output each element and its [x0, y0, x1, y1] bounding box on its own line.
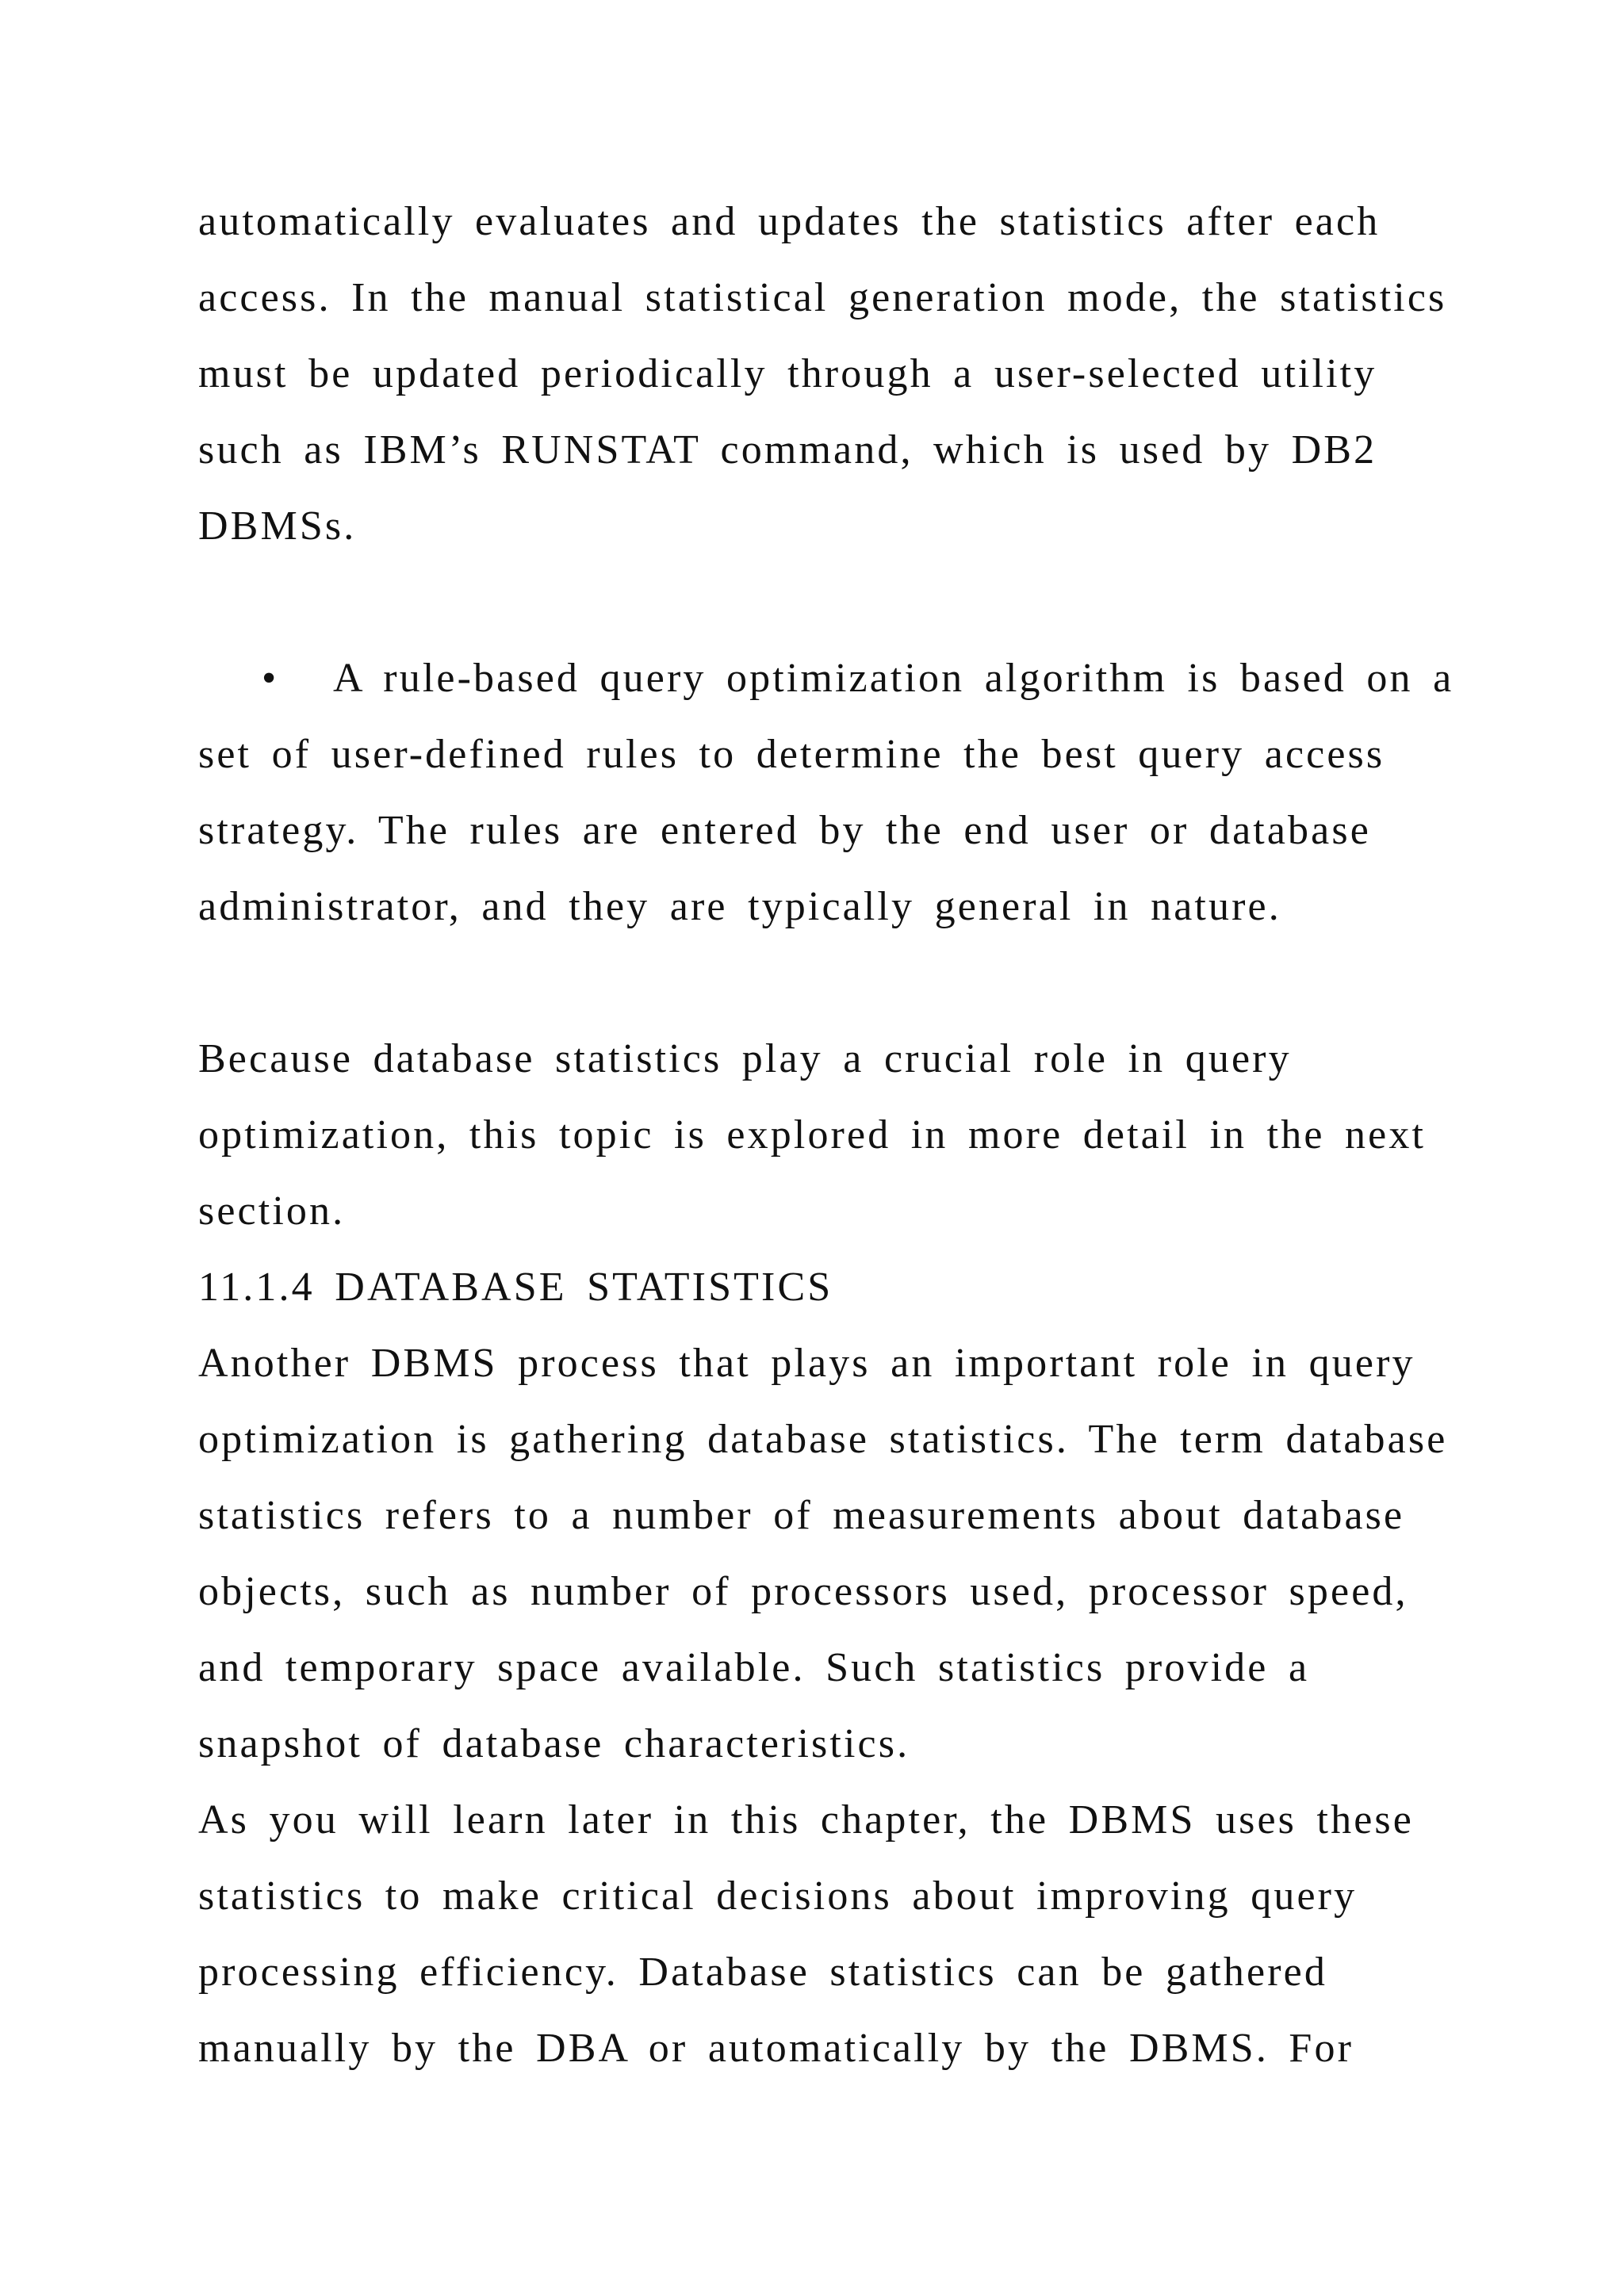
text-line: As you will learn later in this chapter, the DBMS uses these — [198, 1797, 1414, 1843]
section-heading: 11.1.4 DATABASE STATISTICS — [198, 1265, 833, 1310]
text-line: Because database statistics play a crucial role in query — [198, 1036, 1292, 1081]
text-line: access. In the manual statistical generation mode, the statistics — [198, 275, 1447, 320]
text-line: Another DBMS process that plays an important role in query — [198, 1341, 1415, 1386]
text-line: such as IBM’s RUNSTAT command, which is used by DB2 — [198, 427, 1377, 473]
text-line: administrator, and they are typically general in nature. — [198, 884, 1281, 929]
text-line: section. — [198, 1188, 346, 1234]
text-line: statistics refers to a number of measurements about database — [198, 1493, 1405, 1538]
text-line: optimization is gathering database statistics. The term database — [198, 1417, 1448, 1462]
text-line: strategy. The rules are entered by the end user or database — [198, 808, 1371, 853]
text-line: automatically evaluates and updates the statistics after each — [198, 199, 1381, 244]
text-line: and temporary space available. Such statistics provide a — [198, 1645, 1310, 1690]
bullet-first-line: A rule-based query optimization algorithm is based on a — [333, 656, 1454, 701]
text-line: must be updated periodically through a user-selected utility — [198, 351, 1377, 396]
text-line: statistics to make critical decisions about improving query — [198, 1873, 1358, 1919]
text-line: objects, such as number of processors used, processor speed, — [198, 1569, 1408, 1614]
text-line: snapshot of database characteristics. — [198, 1721, 910, 1766]
text-line: set of user-defined rules to determine the best query access — [198, 732, 1385, 777]
text-line: optimization, this topic is explored in more detail in the next — [198, 1112, 1427, 1158]
text-line: manually by the DBA or automatically by the DBMS. For — [198, 2026, 1354, 2071]
text-line: DBMSs. — [198, 503, 357, 549]
bullet-marker: • — [262, 656, 279, 701]
text-line: processing efficiency. Database statistics can be gathered — [198, 1950, 1327, 1995]
